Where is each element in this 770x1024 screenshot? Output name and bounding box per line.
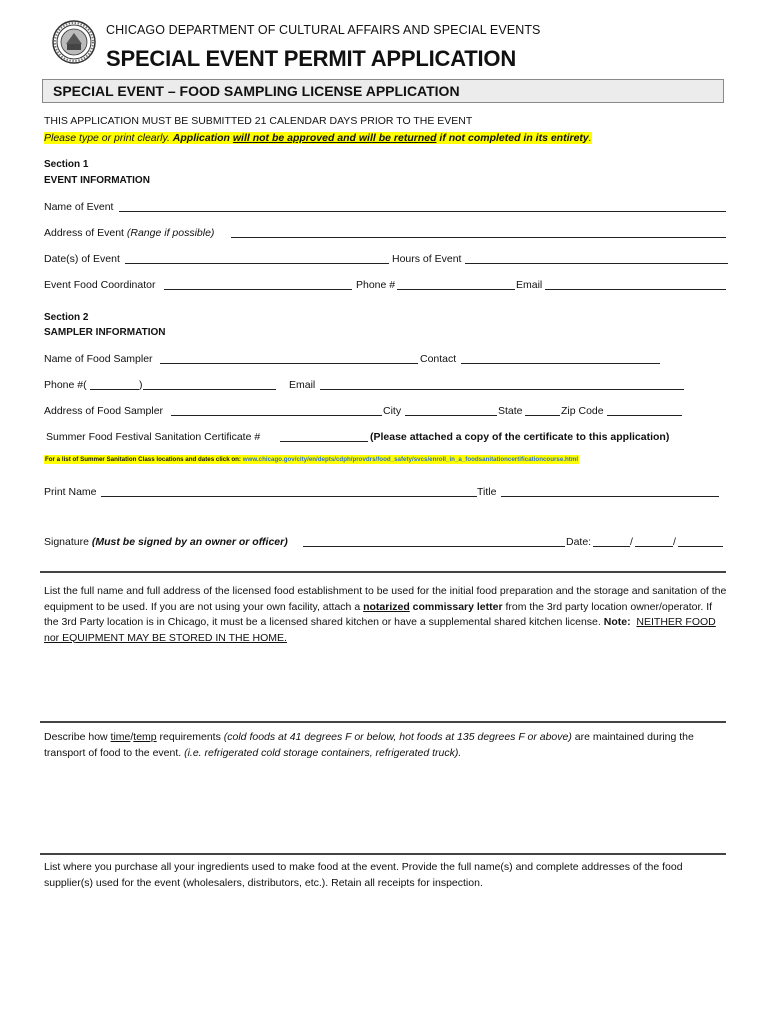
- address-of-event-field[interactable]: [231, 237, 726, 238]
- ingredient-suppliers-instructions: List where you purchase all your ingredients used to make food at the event. Provide the full name(s) and complete addresses of the food supplier(s) used for the event (wholesalers, distributors, etc.). Retain all receipts for inspection.: [44, 861, 683, 889]
- date-separator: /: [673, 536, 676, 548]
- food-establishment-answer-area[interactable]: [44, 650, 726, 718]
- sampler-state-field[interactable]: [525, 415, 560, 416]
- dates-of-event-field[interactable]: [125, 263, 389, 264]
- sampler-zip-field[interactable]: [607, 415, 682, 416]
- address-of-food-sampler-field[interactable]: [171, 415, 382, 416]
- page-title: SPECIAL EVENT PERMIT APPLICATION: [106, 46, 517, 71]
- divider: [40, 721, 726, 723]
- sampler-contact-label: Contact: [420, 353, 457, 365]
- sampler-phone-number-field[interactable]: [143, 389, 276, 390]
- form-subtitle: SPECIAL EVENT – FOOD SAMPLING LICENSE APPLICATION: [53, 83, 460, 99]
- date-year-field[interactable]: [678, 546, 723, 547]
- section-2-heading: SAMPLER INFORMATION: [44, 327, 166, 338]
- hours-of-event-field[interactable]: [465, 263, 728, 264]
- sanitation-certificate-field[interactable]: [280, 441, 368, 442]
- hours-of-event-label: Hours of Event: [392, 253, 462, 265]
- sampler-city-label: City: [383, 405, 402, 417]
- sampler-city-field[interactable]: [405, 415, 497, 416]
- event-phone-field[interactable]: [397, 289, 515, 290]
- date-separator: /: [630, 536, 633, 548]
- certificate-attach-note: (Please attached a copy of the certificate to this application): [370, 431, 670, 443]
- print-name-field[interactable]: [101, 496, 477, 497]
- completion-warning: Please type or print clearly. Application will not be approved and will be returned if not completed in its entirety.: [44, 132, 592, 144]
- sampler-contact-field[interactable]: [461, 363, 660, 364]
- signature-date-label: Date:: [566, 536, 592, 548]
- address-of-food-sampler-label: Address of Food Sampler: [44, 405, 164, 417]
- city-seal-icon: [52, 20, 96, 64]
- sampler-zip-label: Zip Code: [561, 405, 604, 417]
- form-subtitle-box: [42, 79, 724, 103]
- sanitation-class-link[interactable]: www.chicago.gov/city/en/depts/cdph/provdrs/food_safety/svcs/enroll_in_a_foodsanitationcertificationcourse.html: [242, 456, 579, 463]
- sampler-phone-area-code-field[interactable]: [90, 389, 139, 390]
- sanitation-class-link-line: For a list of Summer Sanitation Class locations and dates click on: www.chicago.gov/city/en/depts/cdph/provdrs/food_safety/svcs/enroll_in_a_foodsanitationcertificationcourse.html: [45, 456, 579, 463]
- print-title-label: Title: [477, 486, 497, 498]
- event-food-coordinator-label: Event Food Coordinator: [44, 279, 156, 291]
- divider: [40, 571, 726, 573]
- address-of-event-label: Address of Event (Range if possible): [44, 227, 215, 239]
- event-email-field[interactable]: [545, 289, 726, 290]
- event-email-label: Email: [516, 279, 543, 291]
- section-1-number: Section 1: [44, 159, 89, 170]
- section-2-number: Section 2: [44, 312, 89, 323]
- signature-label: Signature (Must be signed by an owner or officer): [44, 536, 288, 548]
- sampler-email-label: Email: [289, 379, 316, 391]
- name-of-event-field[interactable]: [119, 211, 726, 212]
- sampler-phone-paren: ): [139, 379, 143, 391]
- signature-field[interactable]: [303, 546, 565, 547]
- date-day-field[interactable]: [635, 546, 673, 547]
- name-of-event-label: Name of Event: [44, 201, 114, 213]
- submission-notice: THIS APPLICATION MUST BE SUBMITTED 21 CALENDAR DAYS PRIOR TO THE EVENT: [44, 115, 473, 127]
- event-phone-label: Phone #: [356, 279, 396, 291]
- time-temp-instructions: Describe how time/temp requirements (cold foods at 41 degrees F or below, hot foods at 135 degrees F or above) are maintained during the transport of food to the event. (i.e. refrigerated cold storage containers, refrigerated truck).: [44, 731, 694, 759]
- department-name: CHICAGO DEPARTMENT OF CULTURAL AFFAIRS AND SPECIAL EVENTS: [106, 23, 541, 37]
- divider: [40, 853, 726, 855]
- date-month-field[interactable]: [593, 546, 630, 547]
- dates-of-event-label: Date(s) of Event: [44, 253, 120, 265]
- sampler-email-field[interactable]: [320, 389, 684, 390]
- food-establishment-instructions: List the full name and full address of the licensed food establishment to be used for the initial food preparation and the storage and sanitation of the equipment to be used. If you are not using your own facility, attach a notarized commissary letter from the 3rd party location owner/operator. If the 3rd Party location is in Chicago, it must be a licensed shared kitchen or have a supplemental shared kitchen license. Note: NEITHER FOOD nor EQUIPMENT MAY BE STORED IN THE HOME.: [44, 585, 727, 644]
- time-temp-answer-area[interactable]: [44, 768, 726, 850]
- sampler-phone-label: Phone #(: [44, 379, 87, 391]
- sampler-state-label: State: [498, 405, 523, 417]
- name-of-food-sampler-field[interactable]: [160, 363, 418, 364]
- sanitation-certificate-label: Summer Food Festival Sanitation Certificate #: [46, 431, 261, 443]
- print-name-label: Print Name: [44, 486, 97, 498]
- print-title-field[interactable]: [501, 496, 719, 497]
- section-1-heading: EVENT INFORMATION: [44, 175, 150, 186]
- name-of-food-sampler-label: Name of Food Sampler: [44, 353, 153, 365]
- event-food-coordinator-field[interactable]: [164, 289, 352, 290]
- ingredient-suppliers-answer-area[interactable]: [44, 898, 726, 1008]
